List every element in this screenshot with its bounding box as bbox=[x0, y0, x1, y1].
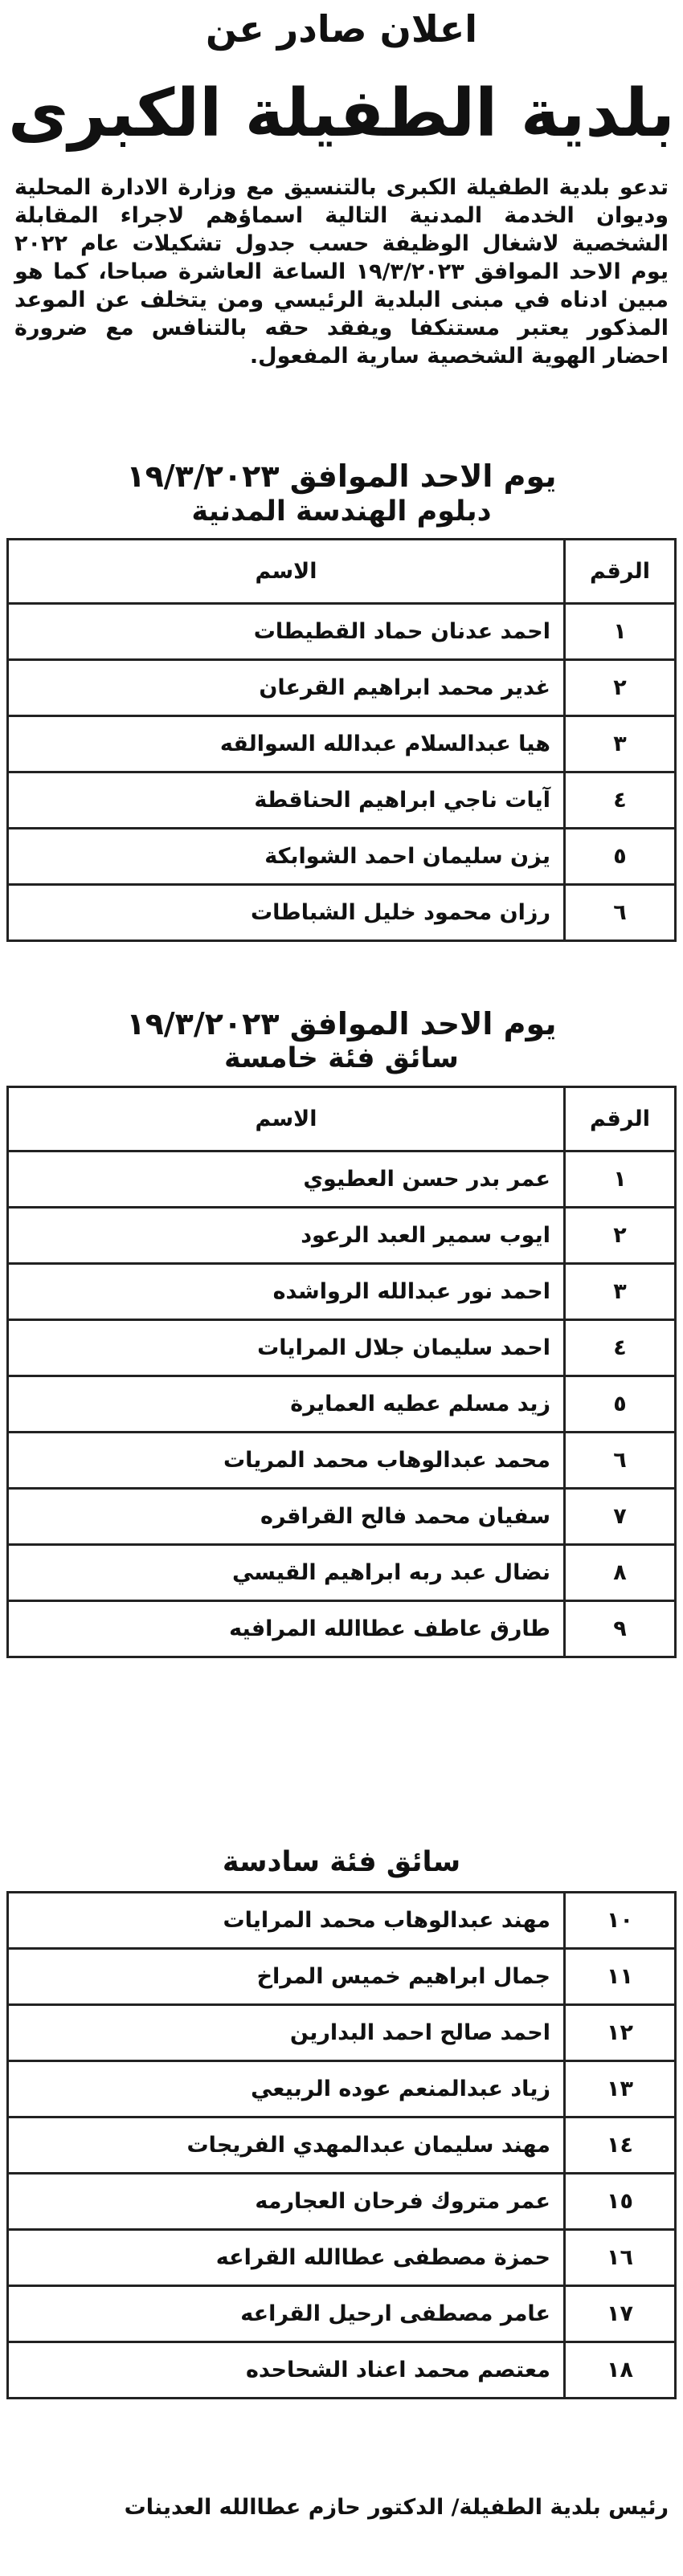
table-row bbox=[8, 1545, 676, 1601]
applicant-name: احمد نور عبدالله الرواشده bbox=[8, 1264, 565, 1320]
table-row bbox=[8, 660, 676, 716]
table-row bbox=[8, 885, 676, 941]
table-row bbox=[8, 604, 676, 660]
table-row bbox=[8, 1320, 676, 1376]
signature: رئيس بلدية الطفيلة/ الدكتور حازم عطاالله العدينات bbox=[124, 2495, 669, 2520]
section-2-table bbox=[6, 1086, 677, 1658]
row-number: ٦ bbox=[565, 885, 676, 941]
number-column-header: الرقم bbox=[565, 1087, 676, 1151]
applicant-name: جمال ابراهيم خميس المراخ bbox=[8, 1949, 565, 2005]
section-3-table bbox=[6, 1891, 677, 2399]
table-row bbox=[8, 2117, 676, 2174]
applicant-name: مهند عبدالوهاب محمد المرايات bbox=[8, 1893, 565, 1949]
row-number: ١٣ bbox=[565, 2061, 676, 2117]
table-row bbox=[8, 716, 676, 772]
table-row bbox=[8, 2286, 676, 2342]
section-1-title: دبلوم الهندسة المدنية bbox=[191, 495, 492, 528]
name-column-header: الاسم bbox=[8, 540, 565, 604]
table-row bbox=[8, 1489, 676, 1545]
row-number: ٢ bbox=[565, 1208, 676, 1264]
row-number: ٣ bbox=[565, 1264, 676, 1320]
row-number: ١ bbox=[565, 604, 676, 660]
row-number: ٤ bbox=[565, 1320, 676, 1376]
applicant-name: احمد سليمان جلال المرايات bbox=[8, 1320, 565, 1376]
table-row bbox=[8, 1264, 676, 1320]
table-row bbox=[8, 1376, 676, 1433]
row-number: ١٧ bbox=[565, 2286, 676, 2342]
table-row bbox=[8, 1151, 676, 1208]
announcement-body: تدعو بلدية الطفيلة الكبرى بالتنسيق مع وزارة الادارة المحلية وديوان الخدمة المدنية التالية اسماؤهم لاجراء المقابلة الشخصية لاشغال الوظيفة حسب جدول تشكيلات عام ٢٠٢٢ يوم الاحد الموافق ١٩/٣/٢٠٢٣ الساعة العاشرة صباحا، كما هو مبين ادناه في مبنى البلدية الرئيسي ومن يتخلف عن الموعد المذكور يعتبر مستنكفا ويفقد حقه بالتنافس مع ضرورة احضار الهوية الشخصية سارية المفعول. bbox=[14, 175, 669, 369]
section-1-table bbox=[6, 538, 677, 942]
row-number: ٣ bbox=[565, 716, 676, 772]
table-row bbox=[8, 1601, 676, 1657]
announcement-heading: اعلان صادر عن bbox=[205, 7, 478, 51]
section-2-title: سائق فئة خامسة bbox=[224, 1042, 459, 1074]
table-row bbox=[8, 2230, 676, 2286]
table-row bbox=[8, 2174, 676, 2230]
row-number: ٩ bbox=[565, 1601, 676, 1657]
row-number: ٨ bbox=[565, 1545, 676, 1601]
applicant-name: عامر مصطفى ارحيل القراعه bbox=[8, 2286, 565, 2342]
name-column-header: الاسم bbox=[8, 1087, 565, 1151]
row-number: ٤ bbox=[565, 772, 676, 829]
municipality-name: بلدية الطفيلة الكبرى bbox=[8, 75, 675, 152]
applicant-name: احمد عدنان حماد القطيطات bbox=[8, 604, 565, 660]
row-number: ٥ bbox=[565, 1376, 676, 1433]
applicant-name: زيد مسلم عطيه العمايرة bbox=[8, 1376, 565, 1433]
table-row bbox=[8, 829, 676, 885]
row-number: ١٢ bbox=[565, 2005, 676, 2061]
applicant-name: آيات ناجي ابراهيم الحناقطة bbox=[8, 772, 565, 829]
row-number: ٢ bbox=[565, 660, 676, 716]
applicant-name: معتصم محمد اعناد الشحاحده bbox=[8, 2342, 565, 2399]
row-number: ١٥ bbox=[565, 2174, 676, 2230]
applicant-name: غدير محمد ابراهيم القرعان bbox=[8, 660, 565, 716]
row-number: ١٨ bbox=[565, 2342, 676, 2399]
applicant-name: هيا عبدالسلام عبدالله السوالقه bbox=[8, 716, 565, 772]
table-row bbox=[8, 1949, 676, 2005]
applicant-name: نضال عبد ربه ابراهيم القيسي bbox=[8, 1545, 565, 1601]
section-3-title: سائق فئة سادسة bbox=[222, 1846, 461, 1878]
table-row bbox=[8, 772, 676, 829]
row-number: ١١ bbox=[565, 1949, 676, 2005]
section-1-date: يوم الاحد الموافق ١٩/٣/٢٠٢٣ bbox=[126, 459, 557, 494]
applicant-name: طارق عاطف عطاالله المرافيه bbox=[8, 1601, 565, 1657]
applicant-name: زياد عبدالمنعم عوده الربيعي bbox=[8, 2061, 565, 2117]
applicant-name: احمد صالح احمد البدارين bbox=[8, 2005, 565, 2061]
number-column-header: الرقم bbox=[565, 540, 676, 604]
applicant-name: عمر متروك فرحان العجارمه bbox=[8, 2174, 565, 2230]
applicant-name: محمد عبدالوهاب محمد المريات bbox=[8, 1433, 565, 1489]
table-row bbox=[8, 2342, 676, 2399]
row-number: ٦ bbox=[565, 1433, 676, 1489]
applicant-name: يزن سليمان احمد الشوابكة bbox=[8, 829, 565, 885]
section-2-date: يوم الاحد الموافق ١٩/٣/٢٠٢٣ bbox=[126, 1006, 557, 1041]
table-header-row bbox=[8, 1087, 676, 1151]
row-number: ٧ bbox=[565, 1489, 676, 1545]
table-header-row bbox=[8, 540, 676, 604]
applicant-name: سفيان محمد فالح القراقره bbox=[8, 1489, 565, 1545]
row-number: ١٤ bbox=[565, 2117, 676, 2174]
applicant-name: مهند سليمان عبدالمهدي الفريجات bbox=[8, 2117, 565, 2174]
table-row bbox=[8, 2005, 676, 2061]
row-number: ١٠ bbox=[565, 1893, 676, 1949]
table-row bbox=[8, 1893, 676, 1949]
applicant-name: حمزة مصطفى عطاالله القراعه bbox=[8, 2230, 565, 2286]
table-row bbox=[8, 1208, 676, 1264]
applicant-name: رزان محمود خليل الشباطات bbox=[8, 885, 565, 941]
row-number: ٥ bbox=[565, 829, 676, 885]
row-number: ١٦ bbox=[565, 2230, 676, 2286]
table-row bbox=[8, 2061, 676, 2117]
applicant-name: ايوب سمير العبد الرعود bbox=[8, 1208, 565, 1264]
table-row bbox=[8, 1433, 676, 1489]
row-number: ١ bbox=[565, 1151, 676, 1208]
applicant-name: عمر بدر حسن العطيوي bbox=[8, 1151, 565, 1208]
